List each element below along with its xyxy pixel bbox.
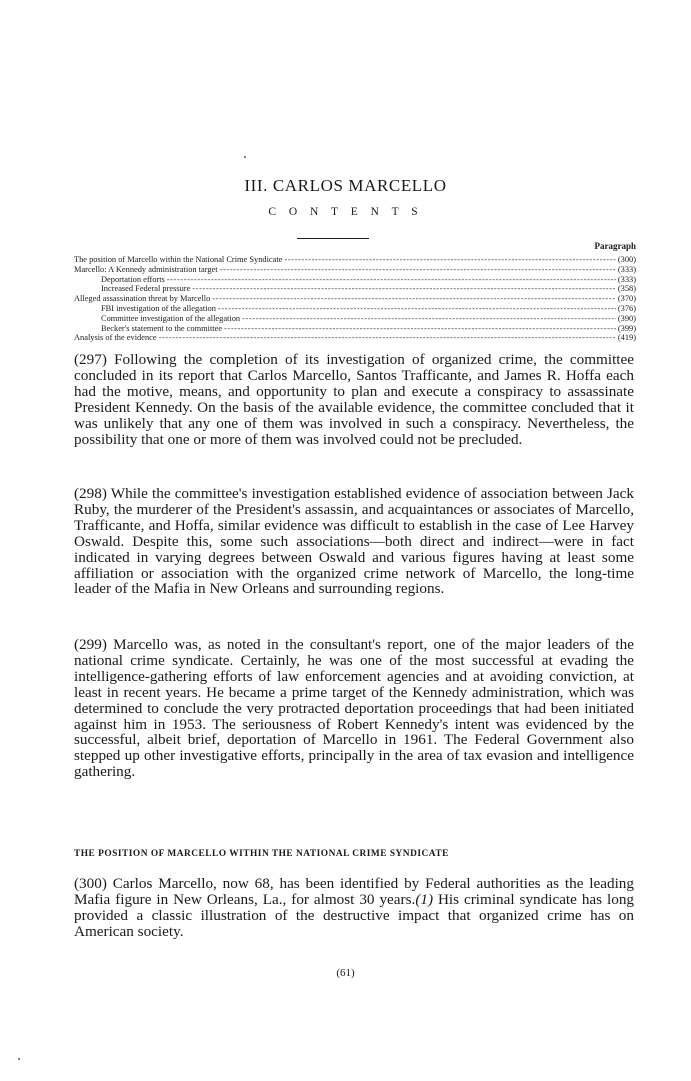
toc-entry-paragraph: (333)	[617, 264, 636, 274]
toc-entry-label: Becker's statement to the committee	[101, 323, 223, 333]
toc-entry-paragraph: (376)	[617, 303, 636, 313]
toc-entry-label: Committee investigation of the allegation	[101, 313, 241, 323]
paragraph-number: (299)	[74, 636, 107, 653]
chapter-title: III. CARLOS MARCELLO	[244, 176, 447, 195]
toc-entry-paragraph: (333)	[617, 274, 636, 284]
paragraph-300	[74, 876, 634, 940]
paragraph-number: (297)	[74, 351, 107, 368]
toc-entry	[74, 265, 636, 275]
toc-entry-paragraph: (419)	[617, 333, 636, 343]
paragraph-298	[74, 486, 634, 597]
toc-entry-label: Marcello: A Kennedy administration target	[74, 264, 218, 274]
toc-entry	[74, 314, 636, 324]
paragraph-number: (298)	[74, 485, 107, 502]
toc-entry	[74, 284, 636, 294]
toc-entry	[74, 304, 636, 314]
paragraph-text: Marcello was, as noted in the consultant's report, one of the major leaders of the national crime syndicate. Certainly, he was one of the most successful at evading the intelligence-gathering efforts of law enforcement agencies and at avoiding conviction, at least in recent years. He became a prime target of the Kennedy administration, which was determined to conclude the very protracted deportation proceedings that had been initiated against him in 1953. The seriousness of Robert Kennedy's intent was evidenced by the successful, albeit brief, deportation of Marcello in 1961. The Federal Government also stepped up other investigative efforts, principally in the area of tax evasion and intelligence gathering.	[74, 636, 634, 781]
paragraph-299	[74, 637, 634, 780]
toc-entry-label: Alleged assassination threat by Marcello	[74, 294, 211, 304]
scan-speck	[18, 1058, 20, 1060]
toc-leader-dots	[224, 324, 616, 334]
scan-speck	[244, 156, 246, 158]
table-of-contents	[74, 255, 636, 343]
toc-leader-dots	[192, 284, 616, 294]
toc-entry-paragraph: (358)	[617, 284, 636, 294]
toc-entry	[74, 294, 636, 304]
toc-entry-paragraph: (370)	[617, 294, 636, 304]
toc-entry-label: Analysis of the evidence	[74, 333, 157, 343]
toc-leader-dots	[242, 314, 616, 324]
toc-entry	[74, 275, 636, 285]
page-number: (61)	[336, 967, 355, 979]
toc-entry-label: The position of Marcello within the National Crime Syndicate	[74, 255, 283, 264]
toc-leader-dots	[218, 304, 616, 314]
toc-entry-label: FBI investigation of the allegation	[101, 303, 216, 313]
toc-leader-dots	[284, 255, 615, 265]
footnote-reference: (1)	[415, 890, 434, 908]
section-heading: THE POSITION OF MARCELLO WITHIN THE NATIONAL CRIME SYNDICATE	[74, 849, 449, 859]
toc-column-label: Paragraph	[594, 241, 636, 251]
paragraph-text: While the committee's investigation established evidence of association between Jack Ruby, the murderer of the President's assassin, and acquaintances or associates of Marcello, Trafficante, and Hoffa, similar evidence was difficult to establish in the case of Lee Harvey Oswald. Despite this, some such associations—both direct and indirect—were in fact indicated in varying degrees between Oswald and various figures having at least some affiliation or association with the organized crime network of Marcello, the long-time leader of the Mafia in New Orleans and surrounding regions.	[74, 485, 634, 598]
toc-entry-paragraph: (300)	[617, 255, 636, 264]
paragraph-297	[74, 352, 634, 447]
paragraph-text: His criminal syndicate has long provided a classic illustration of the destructive impact that organized crime has on American society.	[74, 890, 635, 940]
toc-entry	[74, 333, 636, 343]
toc-entry-paragraph: (399)	[617, 323, 636, 333]
toc-entry-paragraph: (390)	[617, 313, 636, 323]
contents-rule	[297, 238, 369, 239]
toc-entry-label: Deportation efforts	[101, 274, 165, 284]
toc-entry-label: Increased Federal pressure	[101, 284, 191, 294]
toc-leader-dots	[212, 294, 616, 304]
toc-leader-dots	[220, 265, 616, 275]
contents-heading: C O N T E N T S	[268, 206, 423, 218]
toc-entry	[74, 255, 636, 265]
toc-leader-dots	[159, 333, 616, 343]
paragraph-text: Carlos Marcello, now 68, has been identified by Federal authorities as the leading Mafia figure in New Orleans, La., for almost 30 years.	[74, 875, 634, 908]
paragraph-text: Following the completion of its investigation of organized crime, the committee concluded in its report that Carlos Marcello, Santos Trafficante, and James R. Hoffa each had the motive, means, and opportunity to plan and execute a conspiracy to assassinate President Kennedy. On the basis of the available evidence, the committee concluded that it was unlikely that any one of them was involved in such a conspiracy. Nevertheless, the possibility that one or more of them was involved could not be precluded.	[74, 351, 634, 448]
toc-entry	[74, 324, 636, 334]
paragraph-number: (300)	[74, 875, 107, 892]
toc-leader-dots	[167, 275, 616, 285]
